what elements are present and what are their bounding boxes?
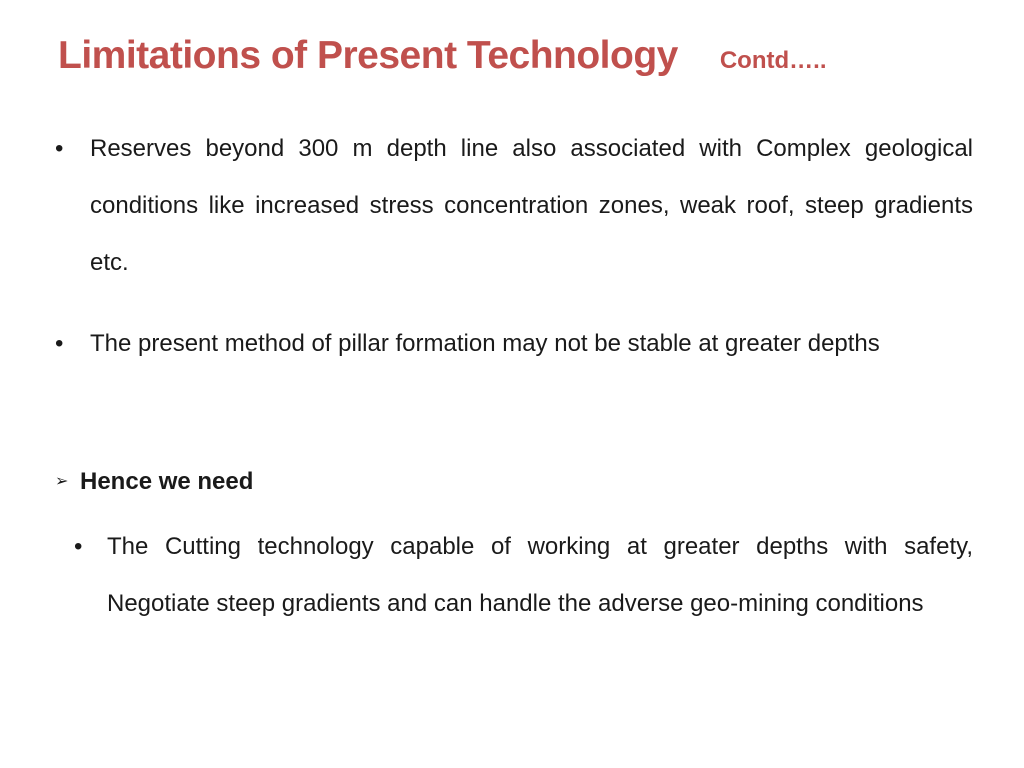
bullet-dot-icon: • (55, 135, 64, 162)
bullet-dot-icon: • (55, 330, 64, 357)
sub-bullet-item-1 (74, 518, 973, 632)
bullet-text: The present method of pillar formation may not be stable at greater depths (90, 330, 880, 357)
arrow-bullet-icon: ➢ (55, 473, 69, 490)
bullet-text: Reserves beyond 300 m depth line also associated with Complex geological conditions like increased stress concentration zones, weak roof, steep gradients etc. (90, 135, 973, 276)
sub-bullet-text: The Cutting technology capable of working at greater depths with safety, Negotiate steep gradients and can handle the adverse geo-mining conditions (107, 533, 973, 617)
bullet-dot-icon: • (74, 533, 83, 560)
bullet-item-1 (55, 120, 973, 291)
arrow-heading (55, 460, 973, 504)
slide-title: Limitations of Present Technology (58, 34, 678, 77)
arrow-heading-text: Hence we need (80, 468, 254, 495)
slide-title-row (58, 34, 826, 78)
slide-subtitle: Contd….. (719, 47, 827, 74)
bullet-item-2 (55, 315, 973, 372)
